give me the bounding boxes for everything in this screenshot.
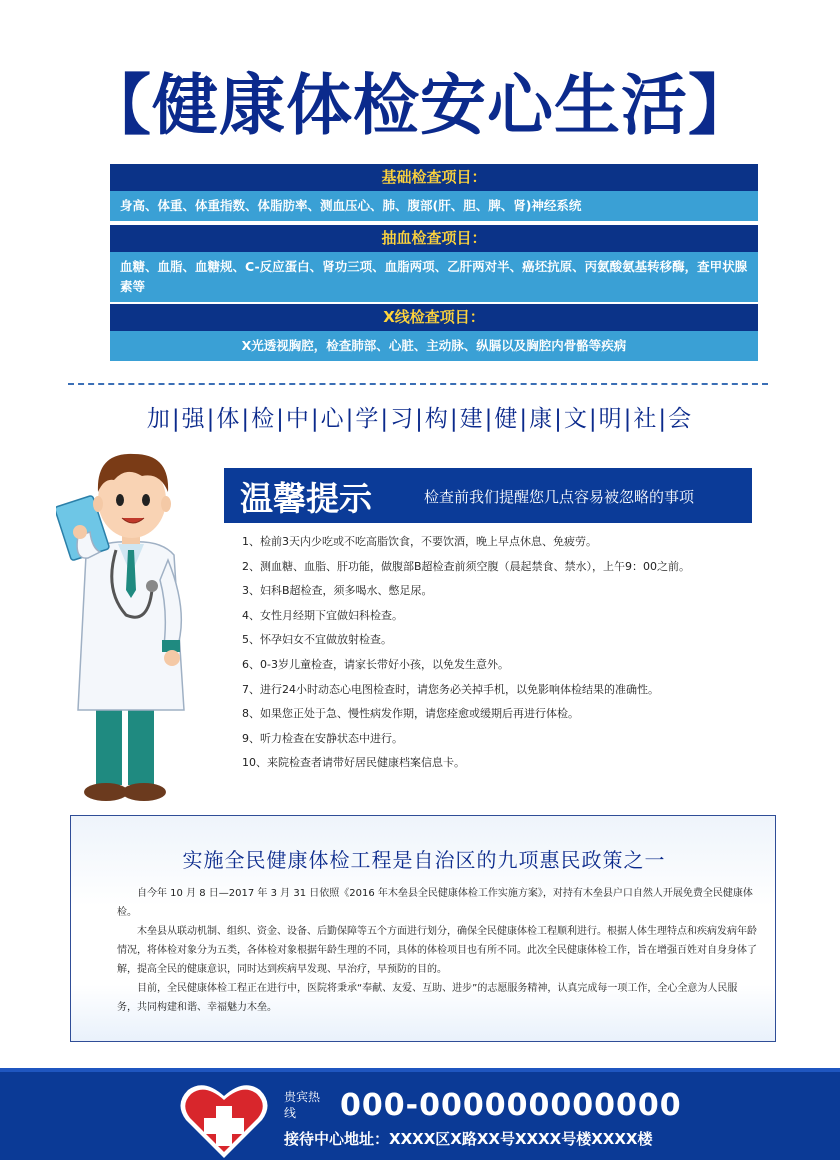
section-body: 血糖、血脂、血糖规、C-反应蛋白、肾功三项、血脂两项、乙肝两对半、癌坯抗原、丙氨酸氨基转移酶，查甲状腺素等 (110, 252, 758, 302)
heart-cross-icon (178, 1080, 270, 1160)
section-xray-exam (110, 304, 758, 361)
section-heading: 基础检查项目： (110, 164, 758, 191)
tips-title: 温馨提示 (240, 479, 372, 518)
page-title: 【健康体检安心生活】 (85, 67, 755, 144)
list-item: 5、怀孕妇女不宜做放射检查。 (242, 633, 392, 647)
section-body: 身高、体重、体重指数、体脂肪率、测血压心、肺、腹部(肝、胆、脾、肾)神经系统 (110, 191, 758, 221)
slogan-text: 加|强|体|检|中|心|学|习|构|建|健|康|文|明|社|会 (146, 406, 694, 432)
tips-subtitle: 检查前我们提醒您几点容易被忽略的事项 (424, 488, 695, 506)
list-item: 2、测血糖、血脂、肝功能，做腹部B超检查前须空腹（晨起禁食、禁水），上午9：00之前。 (242, 559, 691, 573)
section-heading: 抽血检查项目： (110, 225, 758, 252)
policy-paragraph: 自今年 10 月 8 日—2017 年 3 月 31 日依照《2016 年木垒县全民健康体检工作实施方案》，对持有木垒县户口自然人开展免费全民健康体检。 (117, 888, 753, 918)
list-item: 4、女性月经期下宜做妇科检查。 (242, 608, 403, 622)
policy-text (117, 884, 757, 1017)
section-heading: X线检查项目： (110, 304, 758, 331)
footer-stripe (0, 1068, 840, 1072)
section-blood-exam (110, 225, 758, 302)
phone-number: 000-000000000000 (340, 1088, 682, 1123)
doctor-illustration (56, 440, 206, 810)
list-item: 9、听力检查在安静状态中进行。 (242, 731, 403, 745)
policy-paragraph: 目前，全民健康体检工程正在进行中，医院将秉承“奉献、友爱、互助、进步”的志愿服务精神，认真完成每一项工作，全心全意为人民服务，共同构建和谐、幸福魅力木垒。 (117, 983, 738, 1013)
list-item: 1、检前3天内少吃或不吃高脂饮食，不要饮酒，晚上早点休息、免疲劳。 (242, 535, 597, 548)
tips-header (224, 468, 752, 523)
hotline-label: 贵宾热线 (284, 1090, 321, 1120)
slogan (0, 400, 840, 433)
address: 接待中心地址：XXXX区X路XX号XXXX号楼XXXX楼 (284, 1130, 653, 1148)
list-item: 3、妇科B超检查，须多喝水、憋足尿。 (242, 584, 433, 598)
divider (68, 383, 768, 385)
section-basic-exam (110, 164, 758, 221)
list-item: 6、0-3岁儿童检查，请家长带好小孩，以免发生意外。 (242, 657, 509, 671)
policy-box (70, 815, 776, 1042)
policy-title: 实施全民健康体检工程是自治区的九项惠民政策之一 (182, 848, 666, 872)
section-body: X光透视胸腔，检查肺部、心脏、主动脉、纵膈以及胸腔内骨骼等疾病 (110, 331, 758, 361)
list-item: 7、进行24小时动态心电图检查时，请您务必关掉手机，以免影响体检结果的准确性。 (242, 682, 659, 696)
list-item: 10、来院检查者请带好居民健康档案信息卡。 (242, 756, 465, 770)
policy-paragraph: 木垒县从联动机制、组织、资金、设备、后勤保障等五个方面进行划分，确保全民健康体检工程顺利进行。根据人体生理特点和疾病发病年龄情况，将体检对象分为五类，各体检对象根据年龄生理的不同，具体的体检项目也有所不同。此次全民健康体检工作，旨在增强百姓对自身身体了解，提高全民的健康意识，同时达到疾病早发现、早治疗，早预防的目的。 (117, 926, 757, 975)
list-item: 8、如果您正处于急、慢性病发作期，请您痊愈或缓期后再进行体检。 (242, 707, 579, 721)
tips-list (242, 530, 802, 776)
